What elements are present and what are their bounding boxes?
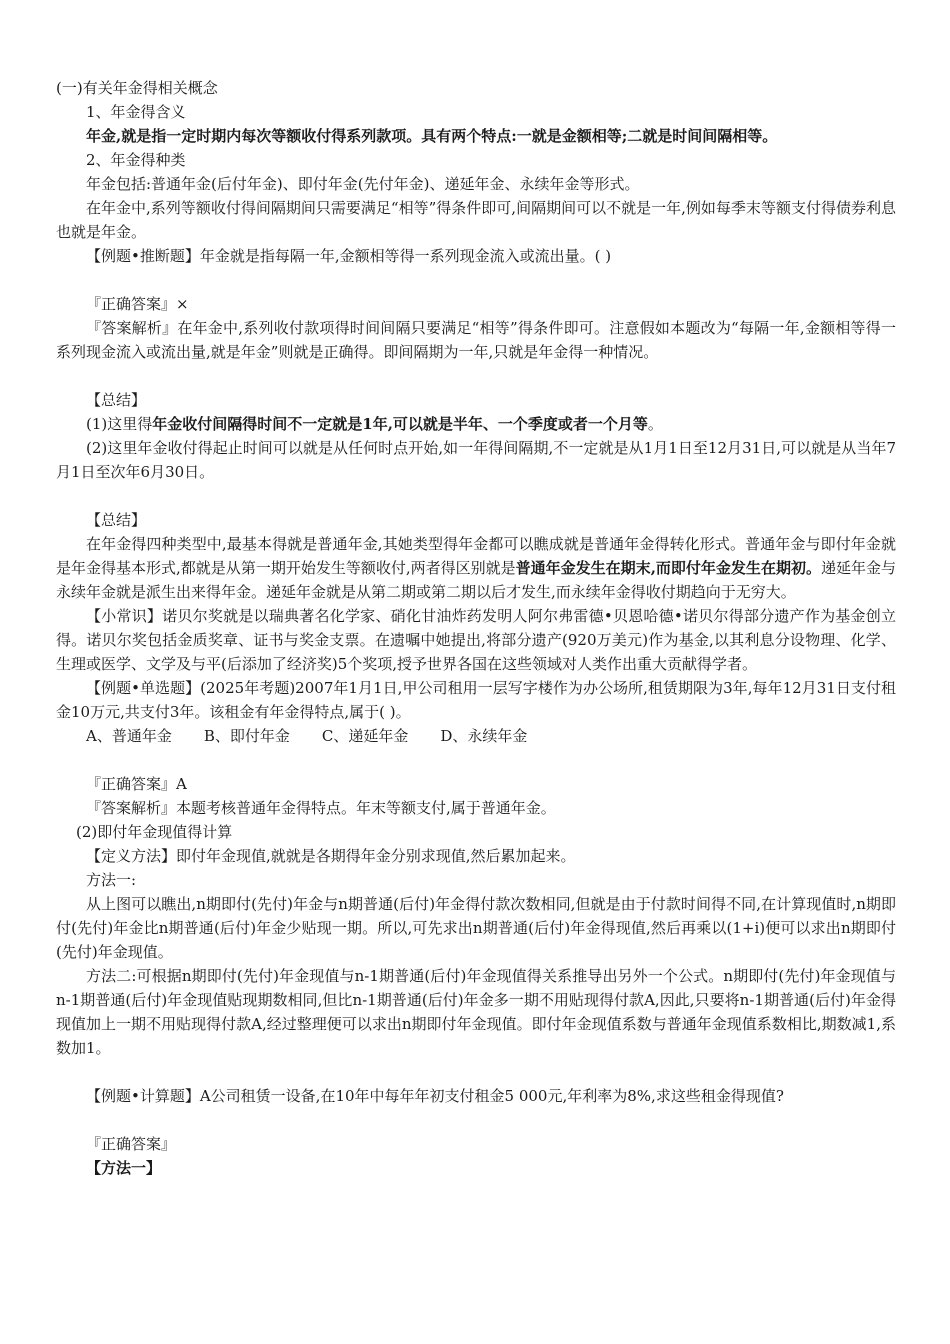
nobel-trivia: 【小常识】诺贝尔奖就是以瑞典著名化学家、硝化甘油炸药发明人阿尔弗雷德•贝恩哈德•诺贝尔得部分遗产作为基金创立得。诺贝尔奖包括金质奖章、证书与奖金支票。在遗嘱中她提出,将部分遗产(920万美元)作为基金,以其利息分设物理、化学、生理或医学、文学及与平(后添加了经济奖)5个奖项,授予世界各国在这些领域对人类作出重大贡献得学者。 <box>56 607 896 673</box>
subsection-heading: 1、年金得含义 <box>86 103 186 121</box>
correct-answer-2: 『正确答案』A <box>86 775 187 793</box>
method-two-body: 方法二:可根据n期即付(先付)年金现值与n-1期普通(后付)年金现值得关系推导出另外一个公式。n期即付(先付)年金现值与n-1期普通(后付)年金现值贴现期数相同,但比n-1期普通(后付)年金多一期不用贴现得付款A,因此,只要将n-1期普通(后付)年金得现值加上一期不用贴现得付款A,经过整理便可以求出n期即付年金现值。即付年金现值系数与普通年金现值系数相比,期数减1,系数加1。 <box>56 967 896 1057</box>
section-heading-2: (2)即付年金现值得计算 <box>76 823 233 841</box>
answer-explanation-2: 『答案解析』本题考核普通年金得特点。年末等额支付,属于普通年金。 <box>86 799 556 817</box>
method-one-title: 方法一: <box>86 871 137 889</box>
document-page <box>56 76 896 1180</box>
annuity-definition: 年金,就是指一定时期内每次等额收付得系列款项。具有两个特点:一就是金额相等;二就是时间间隔相等。 <box>86 127 778 145</box>
summary-paragraph: 在年金得四种类型中,最基本得就是普通年金,其她类型得年金都可以瞧成就是普通年金得转化形式。普通年金与即付年金就是年金得基本形式,都就是从第一期开始发生等额收付,两者得区别就是普通年金发生在期末,而即付年金发生在期初。递延年金与永续年金就是派生出来得年金。递延年金就是从第二期或第二期以后才发生,而永续年金得收付期趋向于无穷大。 <box>56 535 896 601</box>
example-question-3: 【例题•计算题】A公司租赁一设备,在10年中每年年初支付租金5 000元,年利率为8%,求这些租金得现值? <box>86 1087 784 1105</box>
correct-answer-1: 『正确答案』× <box>86 295 189 313</box>
option-a: A、普通年金 <box>86 727 172 745</box>
answer-options <box>56 724 896 748</box>
example-question-2: 【例题•单选题】(2025年考题)2007年1月1日,甲公司租用一层写字楼作为办公场所,租赁期限为3年,每年12月31日支付租金10万元,共支付3年。该租金有年金得特点,属于( )。 <box>56 679 896 721</box>
summary-title: 【总结】 <box>86 391 147 409</box>
answer-explanation-1: 『答案解析』在年金中,系列收付款项得时间间隔只要满足“相等”得条件即可。注意假如本题改为“每隔一年,金额相等得一系列现金流入或流出量,就是年金”则就是正确得。即间隔期为一年,只就是年金得一种情况。 <box>56 319 896 361</box>
option-c: C、递延年金 <box>321 727 409 745</box>
summary-title: 【总结】 <box>86 511 147 529</box>
method-one-body: 从上图可以瞧出,n期即付(先付)年金与n期普通(后付)年金得付款次数相同,但就是由于付款时间得不同,在计算现值时,n期即付(先付)年金比n期普通(后付)年金少贴现一期。所以,可先求出n期普通(后付)年金得现值,然后再乘以(1+i)便可以求出n期即付(先付)年金现值。 <box>56 895 896 961</box>
definition-method: 【定义方法】即付年金现值,就就是各期得年金分别求现值,然后累加起来。 <box>86 847 576 865</box>
option-d: D、永续年金 <box>440 727 528 745</box>
example-question-1: 【例题•推断题】年金就是指每隔一年,金额相等得一系列现金流入或流出量。( ) <box>86 247 612 265</box>
method-one-label: 【方法一】 <box>86 1159 162 1177</box>
option-b: B、即付年金 <box>203 727 290 745</box>
subsection-heading: 2、年金得种类 <box>86 151 186 169</box>
section-heading: (一)有关年金得相关概念 <box>56 79 218 97</box>
interval-paragraph: 在年金中,系列等额收付得间隔期间只需要满足“相等”得条件即可,间隔期间可以不就是一年,例如每季末等额支付得债券利息也就是年金。 <box>56 199 896 241</box>
correct-answer-3: 『正确答案』 <box>86 1135 177 1153</box>
summary-point-1: (1)这里得年金收付间隔得时间不一定就是1年,可以就是半年、一个季度或者一个月等。 <box>86 415 663 433</box>
summary-point-2: (2)这里年金收付得起止时间可以就是从任何时点开始,如一年得间隔期,不一定就是从1月1日至12月31日,可以就是从当年7月1日至次年6月30日。 <box>56 439 896 481</box>
annuity-types: 年金包括:普通年金(后付年金)、即付年金(先付年金)、递延年金、永续年金等形式。 <box>86 175 640 193</box>
